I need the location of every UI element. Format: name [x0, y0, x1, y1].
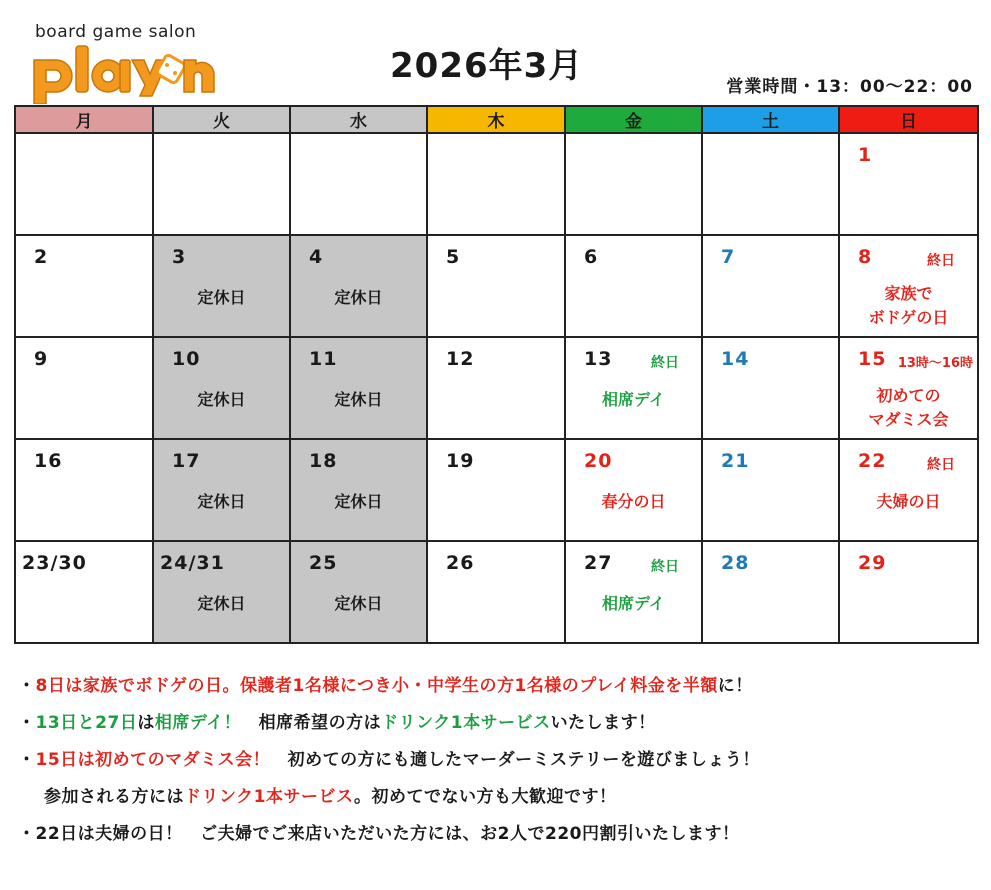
calendar-day-closed: [290, 337, 427, 439]
day-number: 28: [721, 552, 750, 574]
calendar-day: [427, 235, 565, 337]
event-label: 相席デイ: [602, 390, 665, 409]
day-number: 20: [584, 450, 613, 472]
event-label: 家族で ボドゲの日: [868, 284, 949, 327]
weekday-header: 火: [153, 106, 290, 133]
calendar-day: [15, 133, 153, 235]
day-number: 6: [584, 246, 599, 268]
note-segment: いたします！: [550, 713, 656, 733]
calendar-day: [153, 133, 290, 235]
calendar-day: [15, 337, 153, 439]
day-number: 22: [858, 450, 887, 472]
calendar-day-closed: [153, 337, 290, 439]
calendar-week-row: [15, 133, 978, 235]
day-number: 27: [584, 552, 613, 574]
day-number: 26: [446, 552, 475, 574]
day-number: 21: [721, 450, 750, 472]
calendar-day: [702, 235, 839, 337]
logo-subtitle: board game salon: [35, 22, 197, 42]
day-number: 23/30: [22, 552, 87, 574]
note-segment: 相席デイ！: [154, 713, 242, 733]
calendar-day-closed: [153, 235, 290, 337]
day-number: 5: [446, 246, 461, 268]
event-notes: [18, 668, 983, 853]
calendar-day: [839, 133, 978, 235]
calendar-day: [702, 133, 839, 235]
day-number: 3: [172, 246, 187, 268]
closed-day-label: 定休日: [334, 288, 383, 307]
logo-wordmark: [30, 38, 215, 104]
note-segment: に！: [717, 676, 753, 696]
day-number: 24/31: [160, 552, 225, 574]
calendar-day: [15, 235, 153, 337]
calendar-week-row: [15, 235, 978, 337]
calendar-day: [839, 541, 978, 643]
note-line: [18, 816, 983, 853]
day-tag: 終日: [927, 457, 955, 473]
calendar-day: [427, 133, 565, 235]
note-segment: 。初めてでない方も大歓迎です！: [354, 787, 617, 807]
calendar-day: [839, 337, 978, 439]
weekday-header-row: [15, 106, 978, 133]
calendar-week-row: [15, 439, 978, 541]
calendar-day: [15, 439, 153, 541]
note-segment: 13日と27日: [35, 713, 138, 733]
event-label: 初めての マダミス会: [868, 386, 949, 429]
note-segment: ドリンク1本サービス: [381, 713, 551, 733]
note-line: [18, 742, 983, 779]
day-tag: 終日: [927, 253, 955, 269]
business-hours: 営業時間・13：00～22：00: [726, 77, 973, 97]
event-label: 春分の日: [601, 492, 666, 511]
note-segment: 初めての方にも適したマーダーミステリーを遊びましょう！: [270, 750, 760, 770]
day-number: 12: [446, 348, 475, 370]
calendar-day: [565, 235, 702, 337]
note-segment: ・: [18, 750, 36, 770]
note-segment: 8日は家族でボドゲの日。保護者1名様につき小・中学生の方1名様のプレイ料金を半額: [35, 676, 718, 696]
calendar-day: [702, 541, 839, 643]
note-segment: ・22日は夫婦の日！ ご夫婦でご来店いただいた方には、お2人で220円割引いたします！: [18, 824, 740, 844]
day-number: 8: [858, 246, 873, 268]
calendar-day-closed: [290, 541, 427, 643]
note-segment: 15日は初めてのマダミス会！: [35, 750, 271, 770]
calendar-day-closed: [290, 235, 427, 337]
day-number: 16: [34, 450, 63, 472]
note-line: [18, 668, 983, 705]
day-number: 7: [721, 246, 736, 268]
calendar-day: [702, 439, 839, 541]
day-number: 15: [858, 348, 887, 370]
calendar-day-closed: [153, 439, 290, 541]
note-segment: ドリンク1本サービス: [184, 787, 354, 807]
calendar-day: [427, 541, 565, 643]
calendar-title: 2026年3月: [390, 46, 584, 86]
note-segment: は: [137, 713, 155, 733]
weekday-header: 水: [290, 106, 427, 133]
closed-day-label: 定休日: [197, 594, 246, 613]
calendar-day: [702, 337, 839, 439]
calendar-day: [427, 439, 565, 541]
closed-day-label: 定休日: [197, 492, 246, 511]
day-number: 2: [34, 246, 49, 268]
note-segment: ・: [18, 713, 36, 733]
calendar-day: [839, 235, 978, 337]
day-number: 11: [309, 348, 338, 370]
calendar-day: [565, 541, 702, 643]
day-number: 19: [446, 450, 475, 472]
event-label: 夫婦の日: [876, 492, 941, 511]
day-number: 18: [309, 450, 338, 472]
weekday-header: 金: [565, 106, 702, 133]
day-tag: 終日: [651, 355, 679, 371]
day-tag: 13時～16時: [897, 356, 973, 371]
weekday-header: 土: [702, 106, 839, 133]
calendar-week-row: [15, 541, 978, 643]
calendar-day: [15, 541, 153, 643]
closed-day-label: 定休日: [197, 288, 246, 307]
calendar-grid: [14, 105, 979, 644]
day-number: 1: [858, 144, 873, 166]
calendar-day: [427, 337, 565, 439]
closed-day-label: 定休日: [334, 492, 383, 511]
day-number: 13: [584, 348, 613, 370]
event-label: 相席デイ: [602, 594, 665, 613]
day-number: 14: [721, 348, 750, 370]
calendar-day-closed: [290, 439, 427, 541]
closed-day-label: 定休日: [334, 390, 383, 409]
closed-day-label: 定休日: [334, 594, 383, 613]
day-number: 25: [309, 552, 338, 574]
brand-logo: [30, 22, 220, 102]
calendar-day: [565, 439, 702, 541]
day-tag: 終日: [651, 559, 679, 575]
note-segment: 参加される方には: [44, 787, 184, 807]
calendar-day: [839, 439, 978, 541]
day-number: 9: [34, 348, 49, 370]
calendar-day: [565, 133, 702, 235]
calendar-day: [565, 337, 702, 439]
weekday-header: 木: [427, 106, 565, 133]
note-segment: ・: [18, 676, 36, 696]
note-segment: 相席希望の方は: [241, 713, 382, 733]
weekday-header: 月: [15, 106, 153, 133]
day-number: 17: [172, 450, 201, 472]
day-number: 10: [172, 348, 201, 370]
weekday-header: 日: [839, 106, 978, 133]
calendar-day: [290, 133, 427, 235]
day-number: 29: [858, 552, 887, 574]
note-line: [18, 705, 983, 742]
day-number: 4: [309, 246, 324, 268]
note-line: [18, 779, 983, 816]
calendar-day-closed: [153, 541, 290, 643]
calendar-week-row: [15, 337, 978, 439]
closed-day-label: 定休日: [197, 390, 246, 409]
